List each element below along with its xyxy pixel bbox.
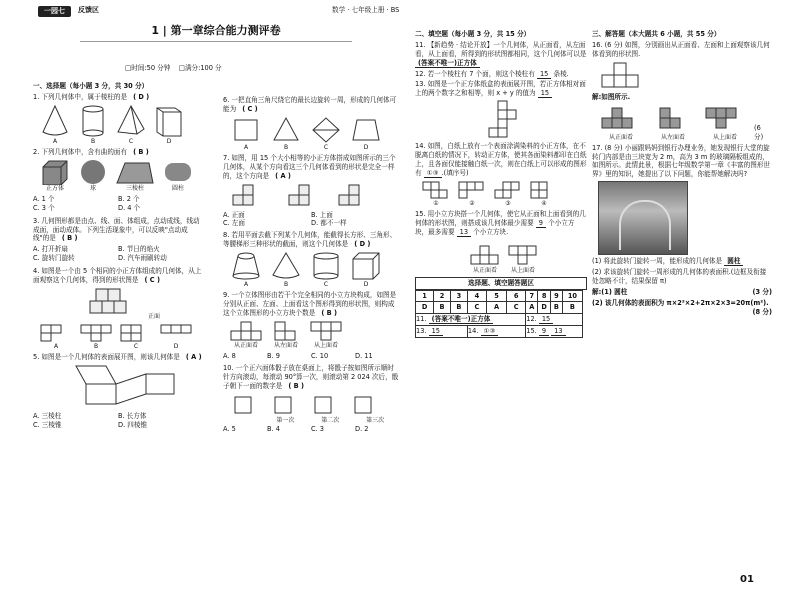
question-17: 17. (8 分) 小丽跟妈妈到银行办理业务，她发现银行大堂的旋转门内部是由三块宽为 2 m，高为 3 m 的玻璃隔板组成的，如图所示。此情此景，根据七年级数学第一章《丰富的图形世界》里的知识，她提出了以下问题，你能帮她解决吗?	[592, 143, 771, 179]
header	[0, 0, 800, 18]
answer-key-answers: D B B C A C A D B B	[416, 302, 583, 314]
question-2: 2. 下列几何体中，含有曲的面有 ( B )	[33, 147, 149, 156]
score-label: □满分:100 分	[178, 64, 222, 72]
question-10: 10. 一个正六面体骰子放在桌面上，将骰子按如图所示顺时针方向滚动，每滚动 90°算一次，则滚动第 2 024 次后，骰子朝下一面的数字是 ( B )	[223, 363, 399, 390]
column-4	[592, 28, 772, 317]
option-3-figure: ③	[493, 180, 523, 208]
q15-views	[421, 239, 587, 275]
left-view: 从左面看	[650, 104, 696, 142]
revolving-door-image	[598, 181, 688, 255]
option-b-figure: B	[269, 116, 303, 152]
q6-figures	[229, 116, 399, 152]
answer-key-title: 选择题、填空题答题区	[415, 277, 587, 290]
q4-options	[39, 323, 203, 351]
option-c-figure: C	[309, 116, 343, 152]
q7-options: A. 正面 B. 上面 C. 左面 D. 都不一样	[223, 210, 347, 228]
q16-solid-figure	[598, 61, 772, 91]
cylinder-figure: C	[309, 251, 343, 289]
column-3	[415, 28, 587, 338]
answer-key-table	[415, 290, 583, 339]
cone-figure: B	[269, 251, 303, 289]
frustum-figure: A	[229, 251, 263, 289]
cube-figure: D	[349, 251, 383, 289]
front-view: 从正面看	[598, 104, 644, 142]
top-view: 从上面看	[507, 239, 539, 275]
q2-figures	[39, 159, 203, 193]
q8-figures	[229, 251, 399, 289]
q2-options: A. 1 个 B. 2 个 C. 3 个 D. 4 个	[33, 194, 141, 212]
q16-solution: 解:如图所示.	[592, 92, 631, 101]
cylinder-figure: 圆柱	[161, 159, 195, 193]
q5-net-figure	[39, 364, 203, 410]
sphere-figure: 球	[77, 159, 109, 193]
question-4: 4. 如图是一个由 5 个相同的小正方体组成的几何体，从上面观察这个几何体，得到的形状图是 ( C )	[33, 267, 202, 284]
question-6: 6. 一把直角三角尺绕它的最长边旋转一周，形成的几何体可能为 ( C )	[223, 96, 397, 113]
question-9: 9. 一个立体图形由若干个完全相同的小立方块构成，如图是分别从正面、左面、上面看这个图形得到的形状图，则构成这个立体图形的小立方块个数是 ( B )	[223, 291, 397, 317]
q10-options: A. 5 B. 4 C. 3 D. 2	[223, 424, 369, 433]
question-16: 16. (6 分) 如图，分别画出从正面看、左面和上面观察该几何体看到的形状图.	[592, 40, 770, 58]
q17-solution-2: (2) 该几何体的表面积为 π×2²×2+2π×2×3=20π(m²). (8 分)	[592, 298, 772, 316]
answer-key-row-13-15: 13. 15 14. ①③ 15. 9 13	[416, 326, 583, 338]
option-b-figure: B	[79, 323, 113, 351]
option-2-figure: ②	[457, 180, 487, 208]
option-a-figure: A	[39, 323, 73, 351]
section2-heading: 二、填空题（每小题 3 分，共 15 分）	[415, 30, 531, 38]
top-view: 从上面看	[702, 104, 748, 142]
page-number: 01	[740, 574, 754, 585]
column-2	[223, 96, 399, 434]
question-13: 13. 如图是一个正方体纸盒的表面展开图，若正方体相对面上的两个数字之和相等，则 x + y 的值为 15	[415, 80, 586, 98]
column-1	[33, 80, 203, 430]
header-tag: 反馈区	[78, 6, 99, 14]
q7-figures	[229, 183, 399, 209]
question-15: 15. 用小立方块搭一个几何体，使它从正面和上面看到的几何体的形状图，则搭成该几何体最少需要 9 个小立方块，最多需要 13 个小立方块.	[415, 209, 586, 236]
triangular-prism-figure: 三棱柱	[115, 159, 155, 193]
cube-figure: 正方体	[39, 159, 71, 193]
answer-key-row-11-12: 11. (答案不唯一)正方体 12. 15	[416, 314, 583, 326]
question-1: 1. 下列几何体中，属于棱柱的是 ( D )	[33, 92, 150, 101]
q9-options: A. 8 B. 9 C. 10 D. 11	[223, 351, 373, 360]
section3-heading: 三、解答题（本大题共 6 小题，共 55 分）	[592, 30, 721, 38]
prism-figure: D	[153, 104, 185, 146]
answer-key-numbers: 1 2 3 4 5 6 7 8 9 10	[416, 290, 583, 302]
front-view: 从正面看	[469, 239, 501, 275]
question-3: 3. 几何图形都是由点、线、面、体组成，点动成线，线动成面，面动成体。下列生活现象中，可以反映"点动成线"的是 ( B )	[33, 216, 200, 243]
q10-dice-figure	[229, 393, 399, 415]
q5-options: A. 三棱柱 B. 长方体 C. 三棱锥 D. 四棱锥	[33, 411, 148, 429]
question-14: 14. 如图，白纸上放有一个表面涂满染料的小正方体，在不脱离白纸的情况下，转动正方体，使其各面染料都印在白纸上，且各面仅能接触白纸一次，则在白纸上可以形成的图形有 ①③ .(填序号)	[415, 142, 587, 177]
question-12: 12. 若一个棱柱有 7 个面，则这个棱柱有 15 条棱.	[415, 69, 569, 78]
q4-figure: 正面	[39, 287, 203, 321]
subject-label: 数学 · 七年级上册 · BS	[332, 6, 400, 14]
q16-points: (6 分)	[754, 123, 764, 141]
left-view: 从左面看	[269, 320, 303, 350]
q17-part2: (2) 求该旋转门旋转一周形成的几何体的表面积.(边框及衔接处忽略不计，结果保留 π)	[592, 268, 767, 285]
header-badge: 一园七	[38, 6, 71, 17]
option-d-figure: D	[159, 323, 193, 351]
question-8: 8. 若用平面去截下列某个几何体，能截得长方形、三角形、等腰梯形三种形状的截面，则这个几何体是 ( D )	[223, 231, 397, 249]
q1-figures	[39, 104, 203, 146]
question-11: 11. 【新趋势 · 结论开放】一个几何体，从正面看，从左面看，从上面看，所得到的形状图都相同，这个几何体可以是 (答案不唯一)正方体	[415, 40, 587, 67]
section1-heading: 一、选择题（每小题 3 分，共 30 分）	[33, 82, 149, 90]
q9-views	[229, 320, 399, 350]
time-label: □时间:50 分钟	[125, 64, 171, 72]
page-title: 1 | 第一章综合能力测评卷	[80, 24, 352, 42]
cylinder-figure: B	[77, 104, 109, 146]
option-c-figure: C	[119, 323, 153, 351]
top-view: 从上面看	[309, 320, 343, 350]
front-view: 从正面看	[229, 320, 263, 350]
option-a-figure: A	[229, 116, 263, 152]
q3-options: A. 打开折扇 B. 节日的焰火 C. 旋转门旋转 D. 汽车雨刷转动	[33, 245, 167, 263]
question-7: 7. 如图，用 15 个大小相等的小正方体搭成如图所示的三个几何体，从某个方向看这三个几何体看到的形状是完全一样的，这个方向是 ( A )	[223, 153, 396, 180]
q17-part1: (1) 将此旋转门旋转一周，能形成的几何体是 圆柱	[592, 257, 772, 266]
revolving-door-photo	[598, 181, 772, 255]
pyramid-figure: C	[115, 104, 147, 146]
cone-figure: A	[39, 104, 71, 146]
option-4-figure: ④	[529, 180, 559, 208]
question-5: 5. 如图是一个几何体的表面展开图，则该几何体是 ( A )	[33, 352, 202, 361]
q17-solution-1: 解:(1) 圆柱 (3 分)	[592, 287, 772, 296]
exam-meta	[125, 64, 222, 73]
option-1-figure: ①	[421, 180, 451, 208]
q10-steps: 第一次 第二次 第三次	[276, 416, 385, 424]
option-d-figure: D	[349, 116, 383, 152]
q14-figures	[421, 180, 587, 208]
q13-net-figure	[421, 100, 587, 140]
q16-views	[598, 104, 772, 142]
